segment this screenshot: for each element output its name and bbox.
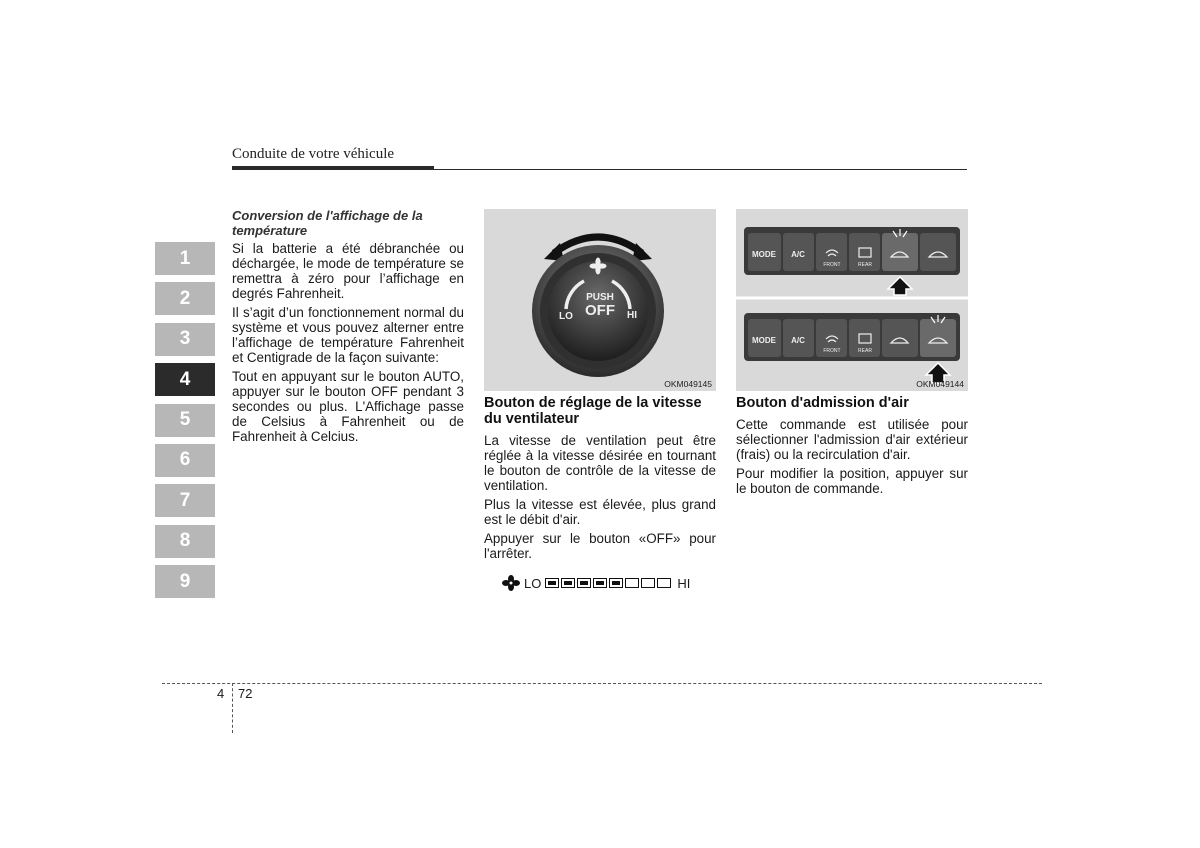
column-air-intake [736, 395, 968, 500]
rear-label: REAR [858, 348, 872, 354]
knob-off-label: OFF [585, 302, 615, 319]
column-temperature-conversion [232, 208, 464, 448]
paragraph: La vitesse de ventilation peut être réglée à la vitesse désirée en tournant le bouton de contrôle de la vitesse de ventilation. [484, 433, 716, 493]
front-label: FRONT [823, 262, 841, 268]
fan-speed-segment [545, 578, 559, 588]
paragraph: Si la batterie a été débranchée ou déchargée, le mode de température se remettra à zéro pour l’affichage en degrés Fahrenheit. [232, 241, 464, 301]
header-rule-thin [434, 169, 967, 170]
mode-label: MODE [752, 336, 776, 345]
chapter-tab-2[interactable]: 2 [155, 282, 215, 315]
chapter-tab-9[interactable]: 9 [155, 565, 215, 598]
paragraph: Pour modifier la position, appuyer sur le bouton de commande. [736, 466, 968, 496]
section-subheading: Conversion de l'affichage de la température [232, 208, 423, 238]
footer-page-number: 72 [238, 686, 253, 701]
mode-label: MODE [752, 250, 776, 259]
footer-rule [162, 683, 1042, 684]
paragraph: Il s’agit d’un fonctionnement normal du système et vous pouvez alterner entre l’affichage de température Fahrenheit et Centigrade de la façon suivante: [232, 305, 464, 365]
chapter-tabs [155, 242, 215, 606]
running-title: Conduite de votre véhicule [232, 146, 395, 162]
fan-knob-figure [484, 209, 716, 391]
chapter-tab-5[interactable]: 5 [155, 404, 215, 437]
fan-speed-segment [561, 578, 575, 588]
fan-speed-segment [641, 578, 655, 588]
paragraph: Plus la vitesse est élevée, plus grand est le débit d'air. [484, 497, 716, 527]
arrow-up-icon [888, 277, 912, 295]
fan-scale-hi-label: HI [677, 575, 691, 591]
fan-speed-segment [593, 578, 607, 588]
fan-speed-scale [502, 574, 712, 592]
knob-hi-label: HI [627, 310, 637, 321]
ac-label: A/C [791, 336, 805, 345]
fan-speed-segment [577, 578, 591, 588]
footer-chapter-number: 4 [217, 686, 225, 701]
fan-speed-segment [609, 578, 623, 588]
paragraph: Cette commande est utilisée pour sélectionner l'admission d'air extérieur (frais) ou la recirculation d'air. [736, 417, 968, 462]
air-intake-illustration [736, 209, 968, 391]
figure-code: OKM049145 [664, 379, 712, 389]
chapter-tab-8[interactable]: 8 [155, 525, 215, 558]
knob-push-label: PUSH [586, 292, 614, 303]
ac-label: A/C [791, 250, 805, 259]
rear-label: REAR [858, 262, 872, 268]
fan-icon [502, 575, 520, 591]
chapter-tab-6[interactable]: 6 [155, 444, 215, 477]
chapter-tab-4[interactable]: 4 [155, 363, 215, 396]
paragraph: Appuyer sur le bouton «OFF» pour l'arrêter. [484, 531, 716, 561]
section-heading: Bouton de réglage de la vitesse du ventilateur [484, 395, 702, 427]
knob-lo-label: LO [559, 311, 573, 322]
fan-speed-segment [625, 578, 639, 588]
footer-divider [232, 683, 233, 733]
chapter-tab-1[interactable]: 1 [155, 242, 215, 275]
air-intake-figure [736, 209, 968, 391]
figure-code: OKM049144 [916, 379, 964, 389]
paragraph: Tout en appuyant sur le bouton AUTO, appuyer sur le bouton OFF pendant 3 secondes ou plus. L'Affichage passe de Celsius à Fahrenheit ou de Fahrenheit à Celcius. [232, 369, 464, 444]
fan-scale-lo-label: LO [524, 575, 542, 591]
column-fan-speed [484, 395, 716, 565]
section-heading: Bouton d'admission d'air [736, 395, 909, 411]
fan-knob-illustration [484, 209, 716, 391]
front-label: FRONT [823, 348, 841, 354]
chapter-tab-7[interactable]: 7 [155, 484, 215, 517]
header-rule-thick [232, 166, 434, 170]
chapter-tab-3[interactable]: 3 [155, 323, 215, 356]
fan-speed-segment [657, 578, 671, 588]
